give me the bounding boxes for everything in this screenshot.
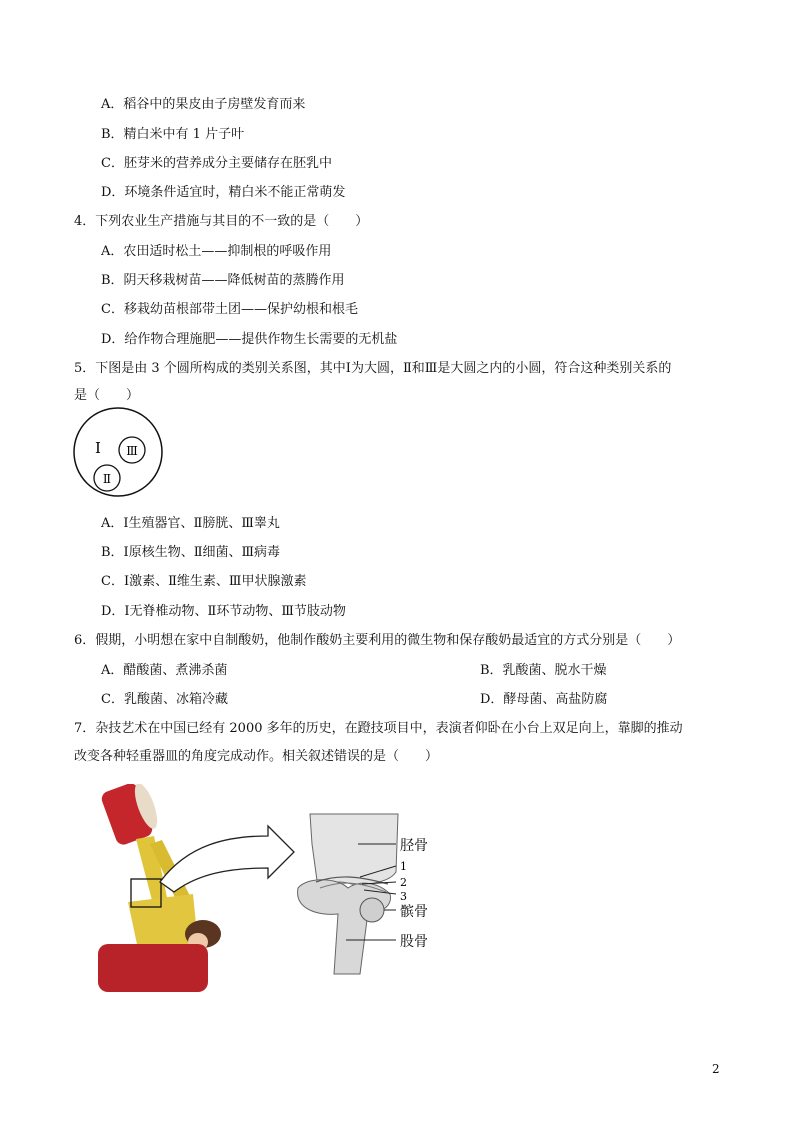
q5-option-a: A．Ⅰ生殖器官、Ⅱ膀胱、Ⅲ睾丸 (101, 516, 280, 531)
patella-bone (360, 898, 384, 922)
label-patella: 髌骨 (400, 904, 428, 920)
label-2: 2 (400, 876, 407, 889)
q3-option-a: A．稻谷中的果皮由子房壁发育而来 (101, 97, 306, 112)
q6-stem: 6．假期，小明想在家中自制酸奶，他制作酸奶主要利用的微生物和保存酸奶最适宜的方式分别是（ ） (74, 633, 681, 648)
q4-option-b: B．阴天移栽树苗——降低树苗的蒸腾作用 (101, 273, 345, 288)
q5-stem-line1: 5．下图是由 3 个圆所构成的类别关系图，其中Ⅰ为大圆，Ⅱ和Ⅲ是大圆之内的小圆，符合这种类别关系的 (74, 361, 672, 376)
q7-stem-line1: 7．杂技艺术在中国已经有 2000 多年的历史，在蹬技项目中，表演者仰卧在小台上双足向上，靠脚的推动 (74, 721, 683, 736)
q5-option-c: C．Ⅰ激素、Ⅱ维生素、Ⅲ甲状腺激素 (101, 574, 307, 589)
arrow-icon (160, 826, 294, 892)
femur-bone (298, 880, 391, 974)
label-1: 1 (400, 860, 407, 873)
page-number: 2 (712, 1062, 720, 1076)
label-femur: 股骨 (400, 934, 428, 950)
q6-option-d: D．酵母菌、高盐防腐 (480, 692, 608, 707)
label-3: 3 (400, 890, 407, 903)
circle-big (74, 408, 162, 496)
q5-stem-line2: 是（ ） (74, 388, 140, 403)
q4-stem: 4．下列农业生产措施与其目的不一致的是（ ） (74, 214, 369, 229)
label-small-bottom: Ⅱ (102, 472, 112, 486)
q4-option-c: C．移栽幼苗根部带土团——保护幼根和根毛 (101, 302, 358, 317)
q6-option-b: B．乳酸菌、脱水干燥 (480, 663, 607, 678)
q4-option-d: D．给作物合理施肥——提供作物生长需要的无机盐 (101, 332, 398, 347)
q3-option-b: B．精白米中有 1 片子叶 (101, 127, 245, 142)
q5-option-b: B．Ⅰ原核生物、Ⅱ细菌、Ⅲ病毒 (101, 545, 281, 560)
venn-diagram (72, 406, 164, 498)
acrobat-knee-joint-figure (98, 784, 478, 996)
q3-option-c: C．胚芽米的营养成分主要储存在胚乳中 (101, 156, 332, 171)
knee-joint-diagram (298, 814, 428, 974)
q3-option-d: D．环境条件适宜时，精白米不能正常萌发 (101, 185, 346, 200)
label-big: Ⅰ (95, 439, 101, 457)
q6-option-a: A．醋酸菌、煮沸杀菌 (101, 663, 228, 678)
label-tibia: 胫骨 (400, 838, 428, 854)
acrobat-illustration (98, 784, 221, 992)
q4-option-a: A．农田适时松土——抑制根的呼吸作用 (101, 244, 332, 259)
q5-option-d: D．Ⅰ无脊椎动物、Ⅱ环节动物、Ⅲ节肢动物 (101, 604, 346, 619)
q7-stem-line2: 改变各种轻重器皿的角度完成动作。相关叙述错误的是（ ） (74, 749, 439, 764)
stand-platform (98, 944, 208, 992)
label-small-top: Ⅲ (126, 444, 138, 458)
q6-option-c: C．乳酸菌、冰箱冷藏 (101, 692, 228, 707)
